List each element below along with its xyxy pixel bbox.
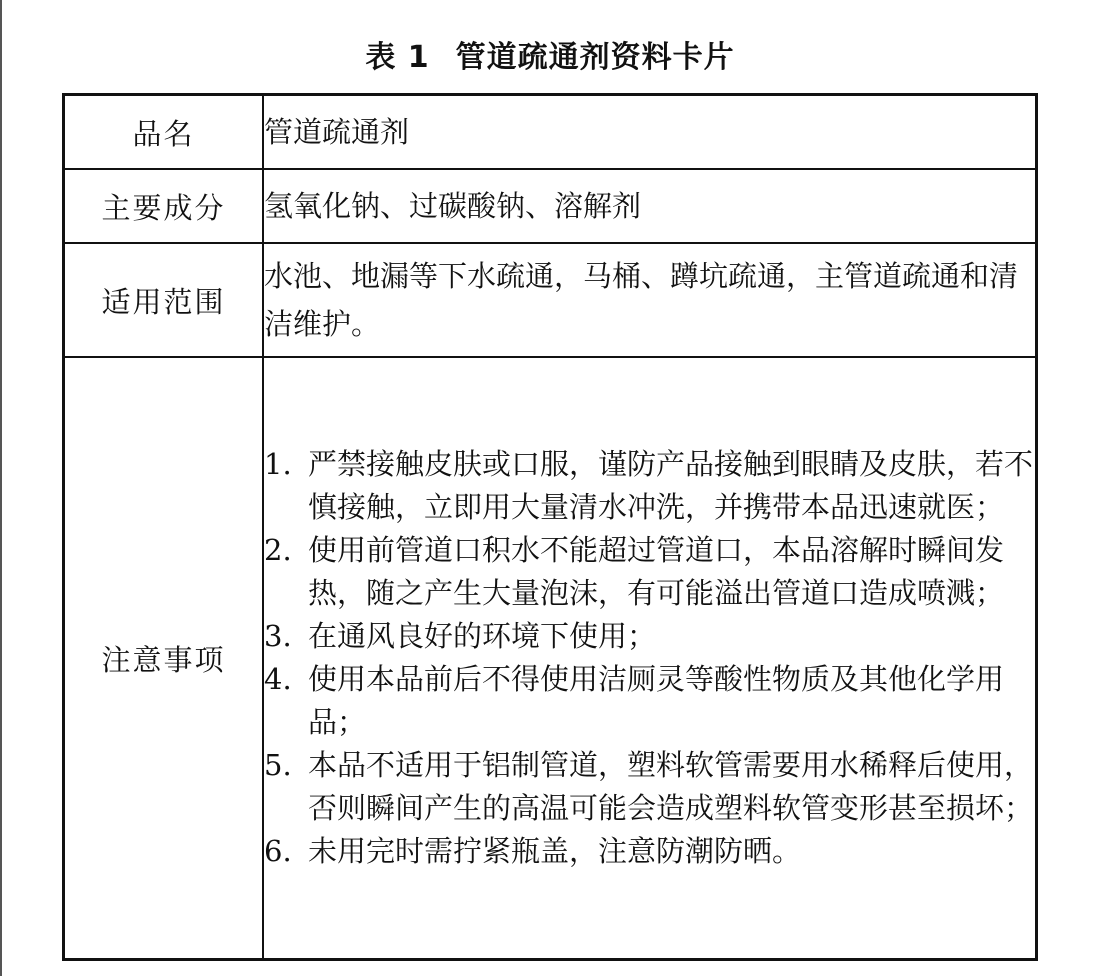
row-value: 氢氧化钠、过碳酸钠、溶解剂 [263, 169, 1037, 243]
row-value: 水池、地漏等下水疏通，马桶、蹲坑疏通，主管道疏通和清洁维护。 [263, 243, 1037, 357]
list-item [264, 830, 1035, 873]
list-item [264, 744, 1035, 830]
product-info-card-table [62, 93, 1038, 961]
table-row-ingredients [64, 169, 1037, 243]
list-item [264, 658, 1035, 744]
list-item-text: 本品不适用于铝制管道，塑料软管需要用水稀释后使用，否则瞬间产生的高温可能会造成塑料软管变形甚至损坏； [308, 748, 1034, 825]
list-item-number: 6. [264, 834, 292, 868]
page-edge-rule [0, 0, 2, 976]
list-item-number: 5. [264, 748, 292, 782]
list-item-number: 1. [264, 447, 292, 481]
list-item [264, 615, 1035, 658]
list-item-number: 3. [264, 619, 292, 653]
table-caption [0, 28, 1100, 88]
precautions-list [264, 443, 1035, 873]
table-row-precautions [64, 357, 1037, 960]
table-number: 表 1 [365, 40, 430, 75]
list-item-text: 使用本品前后不得使用洁厕灵等酸性物质及其他化学用品； [308, 662, 1005, 739]
list-item-text: 未用完时需拧紧瓶盖，注意防潮防晒。 [308, 834, 802, 868]
row-key: 品名 [64, 95, 264, 170]
table-title: 管道疏通剂资料卡片 [455, 40, 735, 75]
table-row-product-name [64, 95, 1037, 170]
list-item-text: 使用前管道口积水不能超过管道口，本品溶解时瞬间发热，随之产生大量泡沫，有可能溢出管道口造成喷溅； [308, 533, 1005, 610]
list-item-number: 2. [264, 533, 292, 567]
list-item-text: 严禁接触皮肤或口服，谨防产品接触到眼睛及皮肤，若不慎接触，立即用大量清水冲洗，并携带本品迅速就医； [308, 447, 1034, 524]
row-value: 管道疏通剂 [263, 95, 1037, 170]
precautions-cell [263, 357, 1037, 960]
list-item [264, 443, 1035, 529]
list-item [264, 529, 1035, 615]
row-key: 主要成分 [64, 169, 264, 243]
list-item-text: 在通风良好的环境下使用； [308, 619, 657, 653]
list-item-number: 4. [264, 662, 292, 696]
table-row-usage-scope [64, 243, 1037, 357]
row-key: 注意事项 [64, 357, 264, 960]
row-key: 适用范围 [64, 243, 264, 357]
